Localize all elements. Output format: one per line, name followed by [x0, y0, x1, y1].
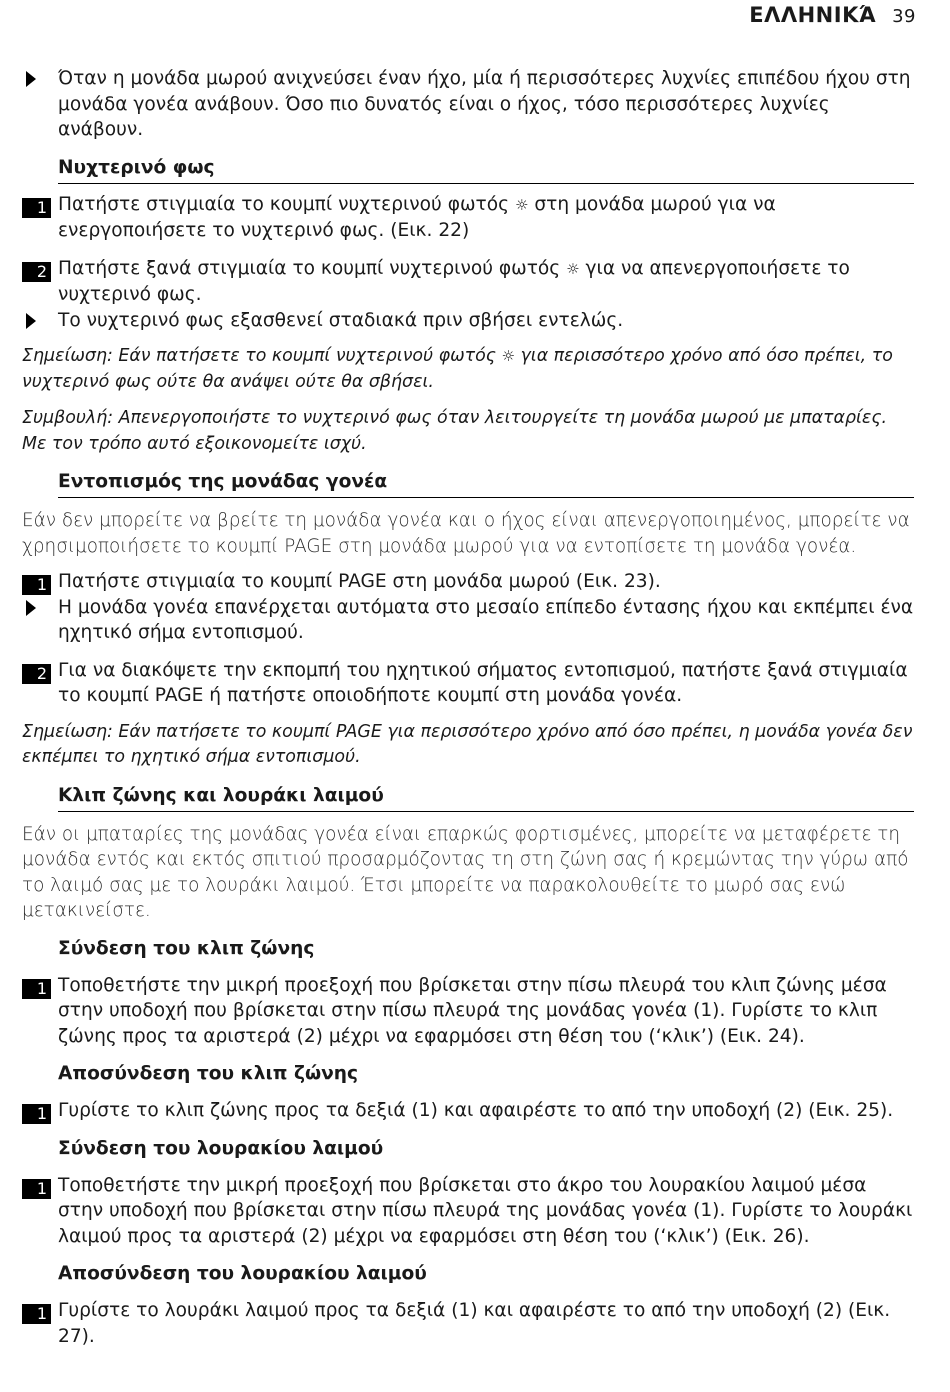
subheading-attach-clip: Σύνδεση του κλιπ ζώνης	[58, 937, 315, 959]
bullet-icon	[26, 71, 36, 87]
step-item: 1 Τοποθετήστε την μικρή προεξοχή που βρίσκεται στην πίσω πλευρά του κλιπ ζώνης μέσα στην υποδοχή που βρίσκεται στην πίσω πλευρά της μονάδας γονέα (1). Γυρίστε το κλιπ ζώνης προς τα αριστερά (2) μέχρι να εφαρμόσει στη θέση του (‘κλικ’) (Εικ. 24).	[22, 973, 914, 1050]
step-number-badge: 1	[22, 1179, 51, 1199]
step-item: 1 Τοποθετήστε την μικρή προεξοχή που βρίσκεται στο άκρο του λουρακίου λαιμού μέσα στην υποδοχή που βρίσκεται στην πίσω πλευρά της μονάδας γονέα (1). Γυρίστε το λουράκι λαιμού προς τα αριστερά (2) μέχρι να εφαρμόσει στη θέση του (‘κλικ’) (Εικ. 26).	[22, 1173, 914, 1250]
night-light-icon: ☼	[566, 259, 580, 278]
step-number-badge: 1	[22, 1104, 51, 1124]
note-text: Σημείωση: Εάν πατήσετε το κουμπί PAGE για περισσότερο χρόνο από όσο πρέπει, η μονάδα γονέα δεν εκπέμπει το ηχητικό σήμα εντοπισμού.	[22, 721, 913, 767]
night-light-icon: ☼	[514, 195, 529, 214]
bullet-icon	[26, 313, 36, 329]
step-item: 2 Πατήστε ξανά στιγμιαία το κουμπί νυχτερινού φωτός ☼ για να απενεργοποιήσετε το νυχτερινό φως.	[22, 256, 914, 308]
step-number-badge: 1	[22, 979, 51, 999]
page-number: 39	[892, 6, 916, 27]
subheading-detach-strap: Αποσύνδεση του λουρακίου λαιμού	[58, 1263, 427, 1284]
step-item: 1 Πατήστε στιγμιαία το κουμπί νυχτερινού φωτός ☼ στη μονάδα μωρού για να ενεργοποιήσετε το νυχτερινό φως. (Εικ. 22)	[22, 192, 914, 244]
tip-text: Συμβουλή: Απενεργοποιήστε το νυχτερινό φως όταν λειτουργείτε τη μονάδα μωρού με μπαταρίες. Με τον τρόπο αυτό εξοικονομείτε ισχύ.	[22, 408, 888, 454]
note-text: Σημείωση: Εάν πατήσετε το κουμπί νυχτερινού φωτός ☼ για περισσότερο χρόνο από όσο πρέπει, το νυχτερινό φως ούτε θα ανάψει ούτε θα σβήσει.	[22, 346, 893, 392]
page-header	[749, 3, 916, 27]
page-content	[22, 66, 914, 1349]
paragraph: Εάν οι μπαταρίες της μονάδας γονέα είναι επαρκώς φορτισμένες, μπορείτε να μεταφέρετε τη μονάδα εντός και εκτός σπιτιού προσαρμόζοντας τη στη ζώνη σας ή κρεμώντας την γύρω από το λαιμό σας με το λουράκι λαιμού. Έτσι μπορείτε να παρακολουθείτε το μωρό σας ενώ μετακινείστε.	[22, 823, 909, 921]
step-number-badge: 2	[22, 664, 51, 684]
section-heading-night-light: Νυχτερινό φως	[58, 155, 914, 184]
bullet-item: Το νυχτερινό φως εξασθενεί σταδιακά πριν σβήσει εντελώς.	[22, 308, 914, 334]
step-number-badge: 1	[22, 198, 51, 218]
section-heading-clip: Κλιπ ζώνης και λουράκι λαιμού	[58, 783, 914, 812]
subheading-detach-clip: Αποσύνδεση του κλιπ ζώνης	[58, 1063, 359, 1084]
step-item: 1 Γυρίστε το λουράκι λαιμού προς τα δεξιά (1) και αφαιρέστε το από την υποδοχή (2) (Εικ. 27).	[22, 1298, 914, 1349]
step-number-badge: 1	[22, 1304, 51, 1324]
section-heading-locate: Εντοπισμός της μονάδας γονέα	[58, 469, 914, 498]
bullet-icon	[26, 600, 36, 616]
step-item: 1 Γυρίστε το κλιπ ζώνης προς τα δεξιά (1) και αφαιρέστε το από την υποδοχή (2) (Εικ. 25).	[22, 1098, 914, 1124]
night-light-icon: ☼	[501, 347, 515, 365]
paragraph: Εάν δεν μπορείτε να βρείτε τη μονάδα γονέα και ο ήχος είναι απενεργοποιημένος, μπορείτε να χρησιμοποιήσετε το κουμπί PAGE στη μονάδα μωρού για να εντοπίσετε τη μονάδα γονέα.	[22, 510, 910, 557]
step-item: 2 Για να διακόψετε την εκπομπή του ηχητικού σήματος εντοπισμού, πατήστε ξανά στιγμιαία το κουμπί PAGE ή πατήστε οποιοδήποτε κουμπί στη μονάδα γονέα.	[22, 658, 914, 709]
step-number-badge: 2	[22, 262, 51, 282]
step-number-badge: 1	[22, 575, 51, 595]
language-label: ΕΛΛΗΝΙΚΆ	[749, 3, 877, 27]
bullet-item: Όταν η μονάδα μωρού ανιχνεύσει έναν ήχο, μία ή περισσότερες λυχνίες επιπέδου ήχου στη μονάδα γονέα ανάβουν. Όσο πιο δυνατός είναι ο ήχος, τόσο περισσότερες λυχνίες ανάβουν.	[22, 66, 914, 143]
step-item: 1 Πατήστε στιγμιαία το κουμπί PAGE στη μονάδα μωρού (Εικ. 23).	[22, 569, 914, 595]
subheading-attach-strap: Σύνδεση του λουρακίου λαιμού	[58, 1137, 384, 1159]
bullet-item: Η μονάδα γονέα επανέρχεται αυτόματα στο μεσαίο επίπεδο έντασης ήχου και εκπέμπει ένα ηχητικό σήμα εντοπισμού.	[22, 595, 914, 646]
